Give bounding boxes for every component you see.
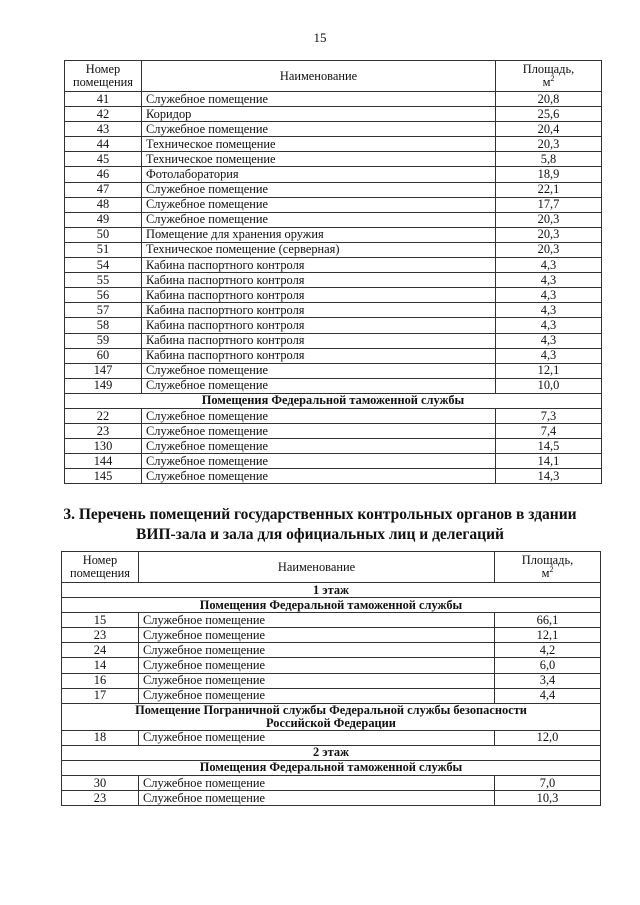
room-name: Техническое помещение [142,152,496,167]
room-name: Служебное помещение [142,469,496,484]
table-row [65,424,602,439]
room-number: 42 [65,107,142,122]
room-number: 57 [65,303,142,318]
table-row [62,730,601,745]
room-name: Коридор [142,107,496,122]
room-name: Помещение для хранения оружия [142,227,496,242]
table-row [65,363,602,378]
room-area: 12,1 [495,628,601,643]
table-row [65,227,602,242]
room-area: 10,3 [495,791,601,806]
vip-hall-rooms-table [61,551,601,806]
floor-2-header: 2 этаж [62,745,601,760]
room-number: 149 [65,378,142,393]
room-area: 20,3 [496,242,602,257]
room-area: 20,3 [496,227,602,242]
room-area: 4,3 [496,273,602,288]
room-area: 25,6 [496,107,602,122]
room-name: Служебное помещение [142,408,496,423]
room-number: 41 [65,92,142,107]
room-number: 59 [65,333,142,348]
header-area: Площадь, $м^2$ [495,552,601,583]
room-area: 22,1 [496,182,602,197]
table-row [65,122,602,137]
room-area: 20,4 [496,122,602,137]
room-area: 14,5 [496,439,602,454]
table-row [65,273,602,288]
room-number: 43 [65,122,142,137]
table-row [65,408,602,423]
room-number: 46 [65,167,142,182]
room-area: 7,3 [496,408,602,423]
table-row [62,613,601,628]
room-name: Служебное помещение [139,730,495,745]
room-name: Служебное помещение [142,122,496,137]
room-name: Кабина паспортного контроля [142,288,496,303]
table-row [65,92,602,107]
section-header-fts: Помещения Федеральной таможенной службы [62,598,601,613]
room-number: 47 [65,182,142,197]
room-name: Служебное помещение [139,776,495,791]
room-area: 20,3 [496,212,602,227]
header-room-number: Номер помещения [62,552,139,583]
room-area: 7,0 [495,776,601,791]
header-name: Наименование [142,61,496,92]
room-number: 147 [65,363,142,378]
room-name: Служебное помещение [142,439,496,454]
room-name: Кабина паспортного контроля [142,348,496,363]
room-name: Техническое помещение (серверная) [142,242,496,257]
table-row [65,333,602,348]
room-area: 12,1 [496,363,602,378]
room-number: 58 [65,318,142,333]
room-number: 15 [62,613,139,628]
room-number: 17 [62,688,139,703]
table-row [65,242,602,257]
room-area: 4,3 [496,303,602,318]
room-area: 4,3 [496,333,602,348]
room-area: 18,9 [496,167,602,182]
room-number: 22 [65,408,142,423]
table-row [65,182,602,197]
room-name: Кабина паспортного контроля [142,273,496,288]
room-number: 55 [65,273,142,288]
room-area: 17,7 [496,197,602,212]
room-area: 12,0 [495,730,601,745]
room-area: 7,4 [496,424,602,439]
table-row [62,791,601,806]
table-row [62,658,601,673]
room-number: 23 [62,628,139,643]
table-row [65,469,602,484]
room-name: Служебное помещение [139,673,495,688]
room-number: 51 [65,242,142,257]
table-row [62,643,601,658]
room-number: 60 [65,348,142,363]
room-name: Служебное помещение [139,658,495,673]
room-area: 3,4 [495,673,601,688]
room-number: 30 [62,776,139,791]
header-area: Площадь, $м^2$ [496,61,602,92]
room-name: Служебное помещение [139,628,495,643]
room-name: Фотолаборатория [142,167,496,182]
room-area: 20,3 [496,137,602,152]
room-area: 4,3 [496,348,602,363]
room-number: 24 [62,643,139,658]
room-number: 50 [65,227,142,242]
table-row [65,197,602,212]
table-row [62,673,601,688]
room-name: Служебное помещение [142,212,496,227]
room-number: 144 [65,454,142,469]
room-name: Служебное помещение [142,424,496,439]
room-name: Кабина паспортного контроля [142,333,496,348]
room-name: Служебное помещение [139,688,495,703]
room-number: 48 [65,197,142,212]
table-header-row [62,552,601,583]
floor-1-header: 1 этаж [62,583,601,598]
table-header-row [65,61,602,92]
room-area: 4,3 [496,288,602,303]
room-area: 20,8 [496,92,602,107]
room-number: 16 [62,673,139,688]
header-name: Наименование [139,552,495,583]
room-name: Служебное помещение [139,791,495,806]
section-3-heading: 3. Перечень помещений государственных контрольных органов в здании ВИП-зала и зала для официальных лиц и делегаций [63,506,577,543]
table-row [65,137,602,152]
room-area: 66,1 [495,613,601,628]
table-row [65,152,602,167]
table-row [65,348,602,363]
room-number: 49 [65,212,142,227]
table-row [65,212,602,227]
table-row [62,688,601,703]
room-area: 6,0 [495,658,601,673]
room-area: 4,3 [496,318,602,333]
table-row [65,439,602,454]
room-area: 4,2 [495,643,601,658]
room-name: Служебное помещение [142,378,496,393]
room-number: 14 [62,658,139,673]
header-room-number: Номер помещения [65,61,142,92]
table-row [65,378,602,393]
room-number: 54 [65,258,142,273]
table-row [65,454,602,469]
room-name: Служебное помещение [142,363,496,378]
room-number: 23 [65,424,142,439]
table-row [65,288,602,303]
table-row [65,167,602,182]
room-number: 44 [65,137,142,152]
room-area: 5,8 [496,152,602,167]
table-row [65,318,602,333]
table-row [65,107,602,122]
room-area: 4,4 [495,688,601,703]
page-number: 15 [313,30,327,45]
room-area: 14,3 [496,469,602,484]
room-area: 10,0 [496,378,602,393]
room-name: Кабина паспортного контроля [142,303,496,318]
room-name: Служебное помещение [139,613,495,628]
table-row [65,258,602,273]
room-number: 56 [65,288,142,303]
room-name: Техническое помещение [142,137,496,152]
section-header-fts: Помещения Федеральной таможенной службы [62,760,601,775]
table-row [62,776,601,791]
room-number: 130 [65,439,142,454]
room-name: Служебное помещение [142,92,496,107]
room-name: Кабина паспортного контроля [142,318,496,333]
room-name: Кабина паспортного контроля [142,258,496,273]
table-row [65,303,602,318]
room-name: Служебное помещение [142,454,496,469]
room-name: Служебное помещение [139,643,495,658]
room-area: 14,1 [496,454,602,469]
room-name: Служебное помещение [142,197,496,212]
rooms-table-continued [64,60,602,484]
room-number: 145 [65,469,142,484]
table-row [62,628,601,643]
room-name: Служебное помещение [142,182,496,197]
room-number: 45 [65,152,142,167]
section-header-fts: Помещения Федеральной таможенной службы [65,393,602,408]
room-number: 23 [62,791,139,806]
section-header-border-service: Помещение Пограничной службы Федеральной службы безопасности Российской Федерации [62,703,601,730]
room-number: 18 [62,730,139,745]
room-area: 4,3 [496,258,602,273]
